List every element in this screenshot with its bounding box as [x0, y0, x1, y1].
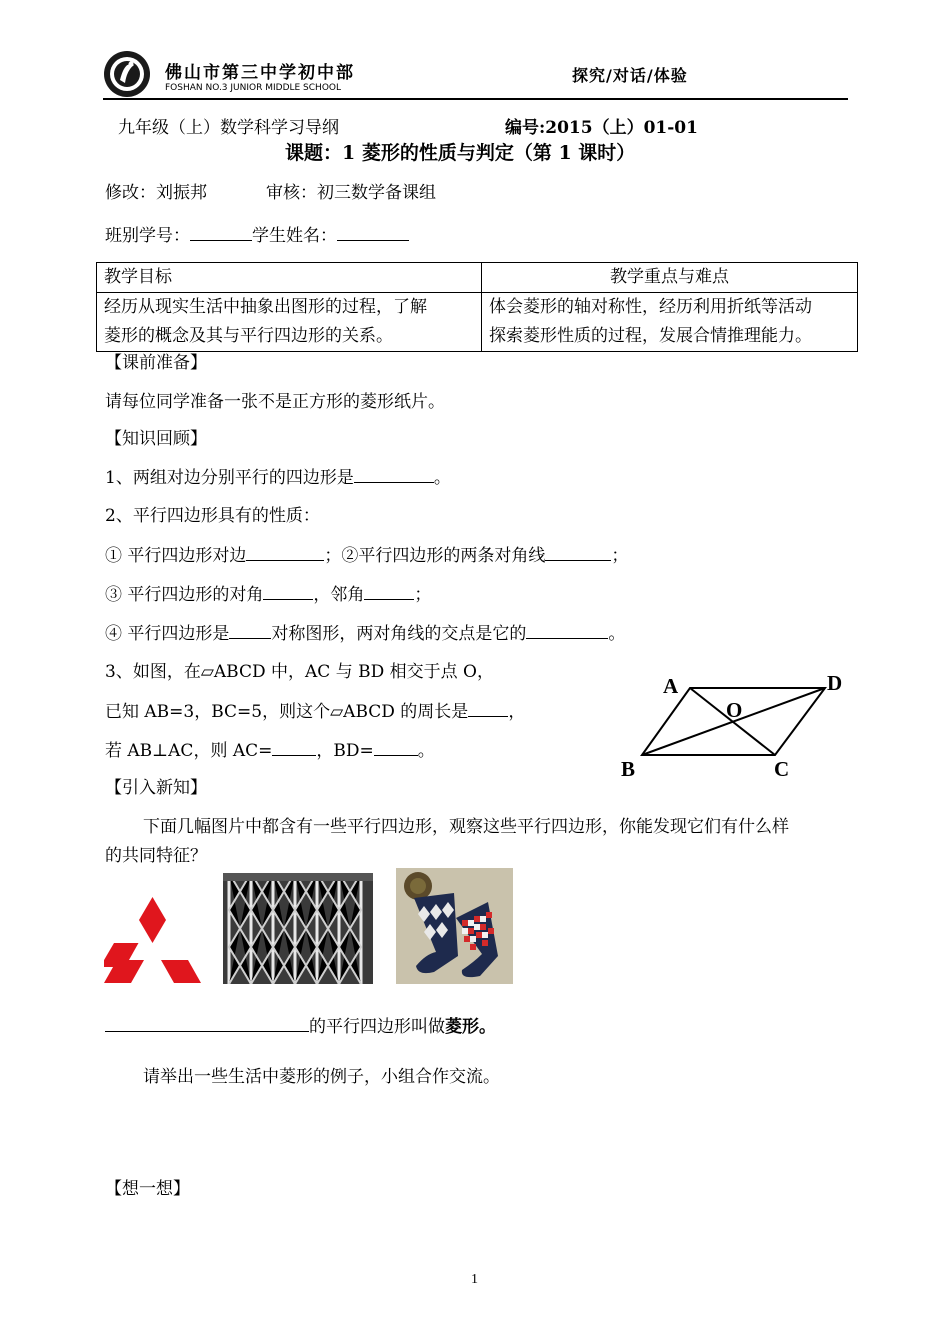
q2-4-mid: 对称图形，两对角线的交点是它的 [271, 624, 527, 644]
question-2: 2、平行四边形具有的性质： [105, 506, 320, 526]
q3-2-text: 已知 AB=3，BC=5，则这个▱ABCD 的周长是 [105, 702, 469, 722]
argyle-socks-image [396, 868, 513, 984]
header-divider [103, 98, 848, 100]
q2-4-end: 。 [608, 624, 626, 644]
definition-blank[interactable] [105, 1015, 309, 1032]
label-d: D [827, 671, 843, 695]
answer-blank[interactable] [526, 622, 608, 639]
question-2-line-2 [105, 583, 431, 606]
think-heading: 【想一想】 [105, 1179, 190, 1199]
header-motto: 探究/对话/体验 [572, 66, 688, 85]
q2-1-end: ； [611, 546, 629, 566]
answer-blank[interactable] [263, 583, 313, 600]
review-heading: 【知识回顾】 [105, 429, 207, 449]
label-b: B [621, 757, 636, 781]
rhombus-definition [105, 1015, 496, 1038]
folding-gate-image [223, 873, 373, 984]
definition-text: 的平行四边形叫做 [309, 1017, 445, 1037]
definition-term: 菱形。 [445, 1017, 496, 1037]
q3-2-end: ， [508, 702, 526, 722]
doc-code: 编号:2015（上）01-01 [505, 118, 698, 138]
parallelogram-figure [615, 668, 855, 786]
q2-2-text: ；②平行四边形的两条对角线 [324, 546, 546, 566]
course-label: 九年级（上）数学科学习导纲 [118, 118, 339, 138]
objectives-line: 菱形的概念及其与平行四边形的关系。 [104, 326, 393, 346]
intro-paragraph-line-1: 下面几幅图片中都含有一些平行四边形，观察这些平行四边形，你能发现它们有什么样 [143, 817, 789, 837]
intro-heading: 【引入新知】 [105, 778, 207, 798]
intro-paragraph-line-2: 的共同特征？ [105, 846, 207, 866]
objectives-header: 教学目标 [97, 263, 482, 293]
editor: 修改：刘振邦 [105, 183, 207, 203]
three-diamond-logo [104, 897, 201, 983]
answer-blank[interactable] [229, 622, 271, 639]
prep-text: 请每位同学准备一张不是正方形的菱形纸片。 [105, 392, 445, 412]
answer-blank[interactable] [468, 700, 508, 717]
question-3-line-1: 3、如图，在▱ABCD 中，AC 与 BD 相交于点 O， [105, 662, 494, 682]
prep-heading: 【课前准备】 [105, 353, 207, 373]
class-label: 班别学号： [105, 226, 190, 246]
objectives-text [97, 293, 482, 352]
q3-3-text: 若 AB⊥AC，则 AC= [105, 741, 273, 761]
student-info [105, 224, 409, 247]
answer-blank[interactable] [354, 466, 434, 483]
answer-blank[interactable] [246, 544, 324, 561]
school-name-cn: 佛山市第三中学初中部 [165, 63, 355, 83]
label-c: C [774, 757, 790, 781]
q3-3-end: 。 [417, 741, 435, 761]
q2-3-text: ③ 平行四边形的对角 [105, 585, 264, 605]
name-label: 学生姓名： [252, 226, 337, 246]
question-1-text: 1、两组对边分别平行的四边形是 [105, 468, 354, 488]
page-number: 1 [471, 1272, 478, 1287]
q2-3-mid: ，邻角 [313, 585, 365, 605]
question-3-line-2 [105, 700, 525, 723]
reviewer: 审核：初三数学备课组 [266, 183, 436, 203]
answer-blank[interactable] [364, 583, 414, 600]
question-1-end: 。 [433, 468, 451, 488]
objectives-table [96, 262, 858, 352]
key-points-line: 体会菱形的轴对称性，经历利用折纸等活动 [489, 297, 812, 317]
key-points-line: 探索菱形性质的过程，发展合情推理能力。 [489, 326, 812, 346]
examples-prompt: 请举出一些生活中菱形的例子，小组合作交流。 [143, 1067, 500, 1087]
class-blank[interactable] [190, 224, 252, 241]
q2-1-text: ① 平行四边形对边 [105, 546, 247, 566]
school-name-en: FOSHAN NO.3 JUNIOR MIDDLE SCHOOL [165, 83, 342, 93]
name-blank[interactable] [337, 224, 409, 241]
q2-4-text: ④ 平行四边形是 [105, 624, 230, 644]
answer-blank[interactable] [374, 739, 418, 756]
label-o: O [726, 698, 743, 722]
question-3-line-3 [105, 739, 435, 762]
school-logo [103, 50, 151, 98]
key-points-text [482, 293, 858, 352]
q3-3-mid: ，BD= [316, 741, 374, 761]
q2-3-end: ； [414, 585, 432, 605]
answer-blank[interactable] [272, 739, 316, 756]
page-title: 课题：1 菱形的性质与判定（第 1 课时） [285, 142, 636, 164]
question-2-line-3 [105, 622, 625, 645]
question-1 [105, 466, 451, 489]
label-a: A [663, 674, 679, 698]
question-2-line-1 [105, 544, 628, 567]
answer-blank[interactable] [545, 544, 611, 561]
key-points-header: 教学重点与难点 [482, 263, 858, 293]
objectives-line: 经历从现实生活中抽象出图形的过程，了解 [104, 297, 427, 317]
